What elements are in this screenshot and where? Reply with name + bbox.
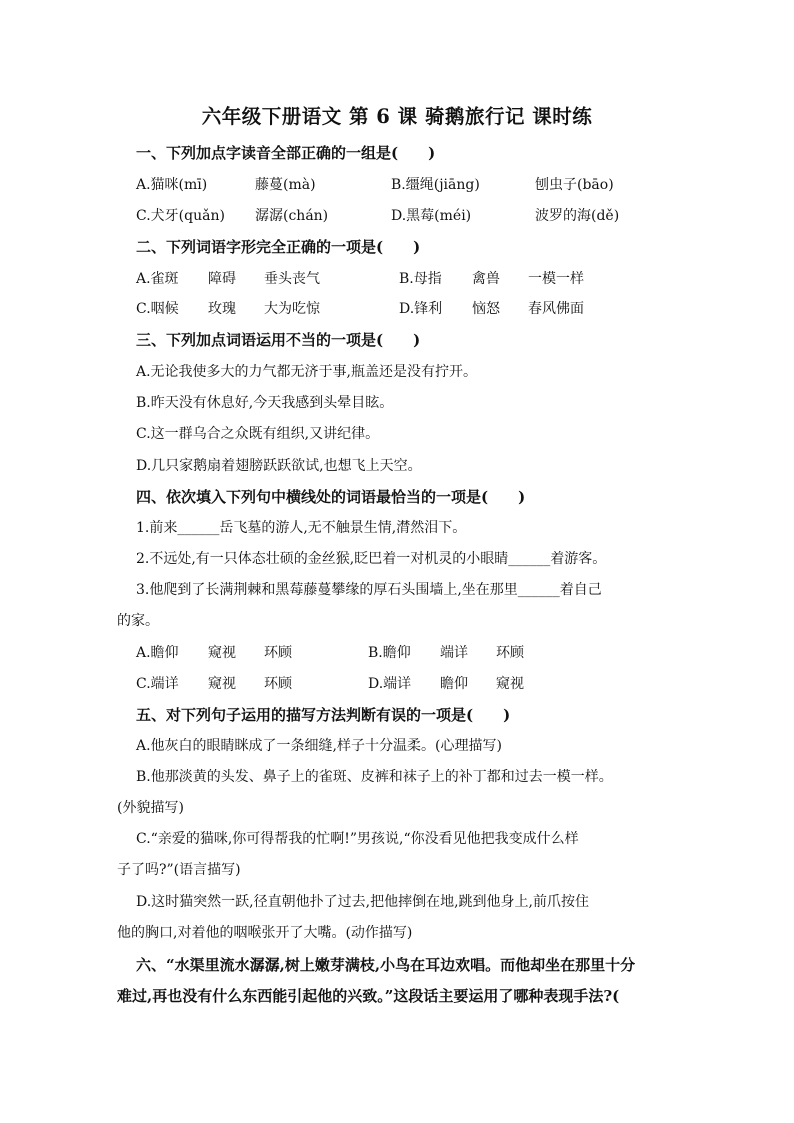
q2-option-d: D.锋利 <box>399 301 443 317</box>
q5-option-d-cont: 他的胸口,对着他的咽喉张开了大嘴。(动作描写) <box>117 925 413 941</box>
q4-sentence-3: 3.他爬到了长满荆棘和黑莓藤蔓攀缘的厚石头围墙上,坐在那里______着自己 <box>136 582 602 598</box>
q5-option-b: B.他那淡黄的头发、鼻子上的雀斑、皮裤和袜子上的补丁都和过去一模一样。 <box>136 769 613 785</box>
q4-option-d-word3: 窥视 <box>496 676 524 692</box>
q2-option-d-word2: 恼怒 <box>472 301 500 317</box>
q5-option-d: D.这时猫突然一跃,径直朝他扑了过去,把他摔倒在地,跳到他身上,前爪按住 <box>136 894 589 910</box>
q4-option-c-word2: 窥视 <box>208 676 236 692</box>
q4-option-c-word3: 环顾 <box>264 676 292 692</box>
q3-option-b: B.昨天没有休息好,今天我感到头晕目眩。 <box>136 395 394 411</box>
q4-sentence-2: 2.不远处,有一只体态壮硕的金丝猴,眨巴着一对机灵的小眼睛______着游客。 <box>136 551 607 567</box>
q4-option-a-word2: 窥视 <box>208 645 236 661</box>
q2-option-b-word2: 禽兽 <box>472 271 500 287</box>
q4-sentence-3-cont: 的家。 <box>117 613 159 629</box>
q2-option-a-word3: 垂头丧气 <box>264 271 320 287</box>
q2-option-c-word3: 大为吃惊 <box>264 301 320 317</box>
q1-option-b: B.缰绳(jiāng) <box>391 177 480 193</box>
question-6-line-1: 六、“水渠里流水潺潺,树上嫩芽满枝,小鸟在耳边欢唱。而他却坐在那里十分 <box>136 956 636 974</box>
q4-option-d-word2: 瞻仰 <box>440 676 468 692</box>
q5-option-b-cont: (外貌描写) <box>117 800 184 816</box>
q4-option-c: C.端详 <box>136 676 179 692</box>
q3-option-c: C.这一群乌合之众既有组织,又讲纪律。 <box>136 426 380 442</box>
q5-option-a: A.他灰白的眼睛眯成了一条细缝,样子十分温柔。(心理描写) <box>136 738 502 754</box>
page-title: 六年级下册语文 第 6 课 骑鹅旅行记 课时练 <box>201 105 593 128</box>
question-3-heading: 三、下列加点词语运用不当的一项是( ) <box>136 331 421 349</box>
q3-option-a: A.无论我使多大的力气都无济于事,瓶盖还是没有拧开。 <box>136 364 478 380</box>
q2-option-c-word2: 玫瑰 <box>208 301 236 317</box>
q1-option-c: C.犬牙(quǎn) <box>136 208 225 224</box>
q4-option-b-word3: 环顾 <box>496 645 524 661</box>
q4-option-a-word3: 环顾 <box>264 645 292 661</box>
question-6-line-2: 难过,再也没有什么东西能引起他的兴致。”这段话主要运用了哪种表现手法?( <box>117 987 620 1005</box>
q2-option-b: B.母指 <box>399 271 442 287</box>
q1-option-d-word2: 波罗的海(dě) <box>535 208 620 224</box>
q4-option-b: B.瞻仰 <box>368 645 411 661</box>
question-5-heading: 五、对下列句子运用的描写方法判断有误的一项是( ) <box>136 706 511 724</box>
q2-option-a: A.雀斑 <box>136 271 179 287</box>
q1-option-a: A.猫咪(mī) <box>136 177 208 193</box>
q1-option-c-word2: 潺潺(chán) <box>255 208 329 224</box>
q3-option-d: D.几只家鹅扇着翅膀跃跃欲试,也想飞上天空。 <box>136 458 422 474</box>
q2-option-a-word2: 障碍 <box>208 271 236 287</box>
q2-option-b-word3: 一模一样 <box>528 271 584 287</box>
q4-sentence-1: 1.前来______岳飞墓的游人,无不触景生情,潸然泪下。 <box>136 520 467 536</box>
q4-option-a: A.瞻仰 <box>136 645 179 661</box>
question-2-heading: 二、下列词语字形完全正确的一项是( ) <box>136 238 421 256</box>
q5-option-c: C.“亲爱的猫咪,你可得帮我的忙啊!”男孩说,“你没看见他把我变成什么样 <box>136 831 579 847</box>
q5-option-c-cont: 子了吗?”(语言描写) <box>117 862 241 878</box>
question-1-heading: 一、下列加点字读音全部正确的一组是( ) <box>136 144 436 162</box>
q2-option-c: C.咽候 <box>136 301 179 317</box>
question-4-heading: 四、依次填入下列句中横线处的词语最恰当的一项是( ) <box>136 488 526 506</box>
q4-option-d: D.端详 <box>368 676 412 692</box>
q1-option-b-word2: 刨虫子(bāo) <box>535 177 614 193</box>
q1-option-a-word2: 藤蔓(mà) <box>255 177 316 193</box>
q2-option-d-word3: 春风佛面 <box>528 301 584 317</box>
q4-option-b-word2: 端详 <box>440 645 468 661</box>
q1-option-d: D.黑莓(méi) <box>391 208 472 224</box>
